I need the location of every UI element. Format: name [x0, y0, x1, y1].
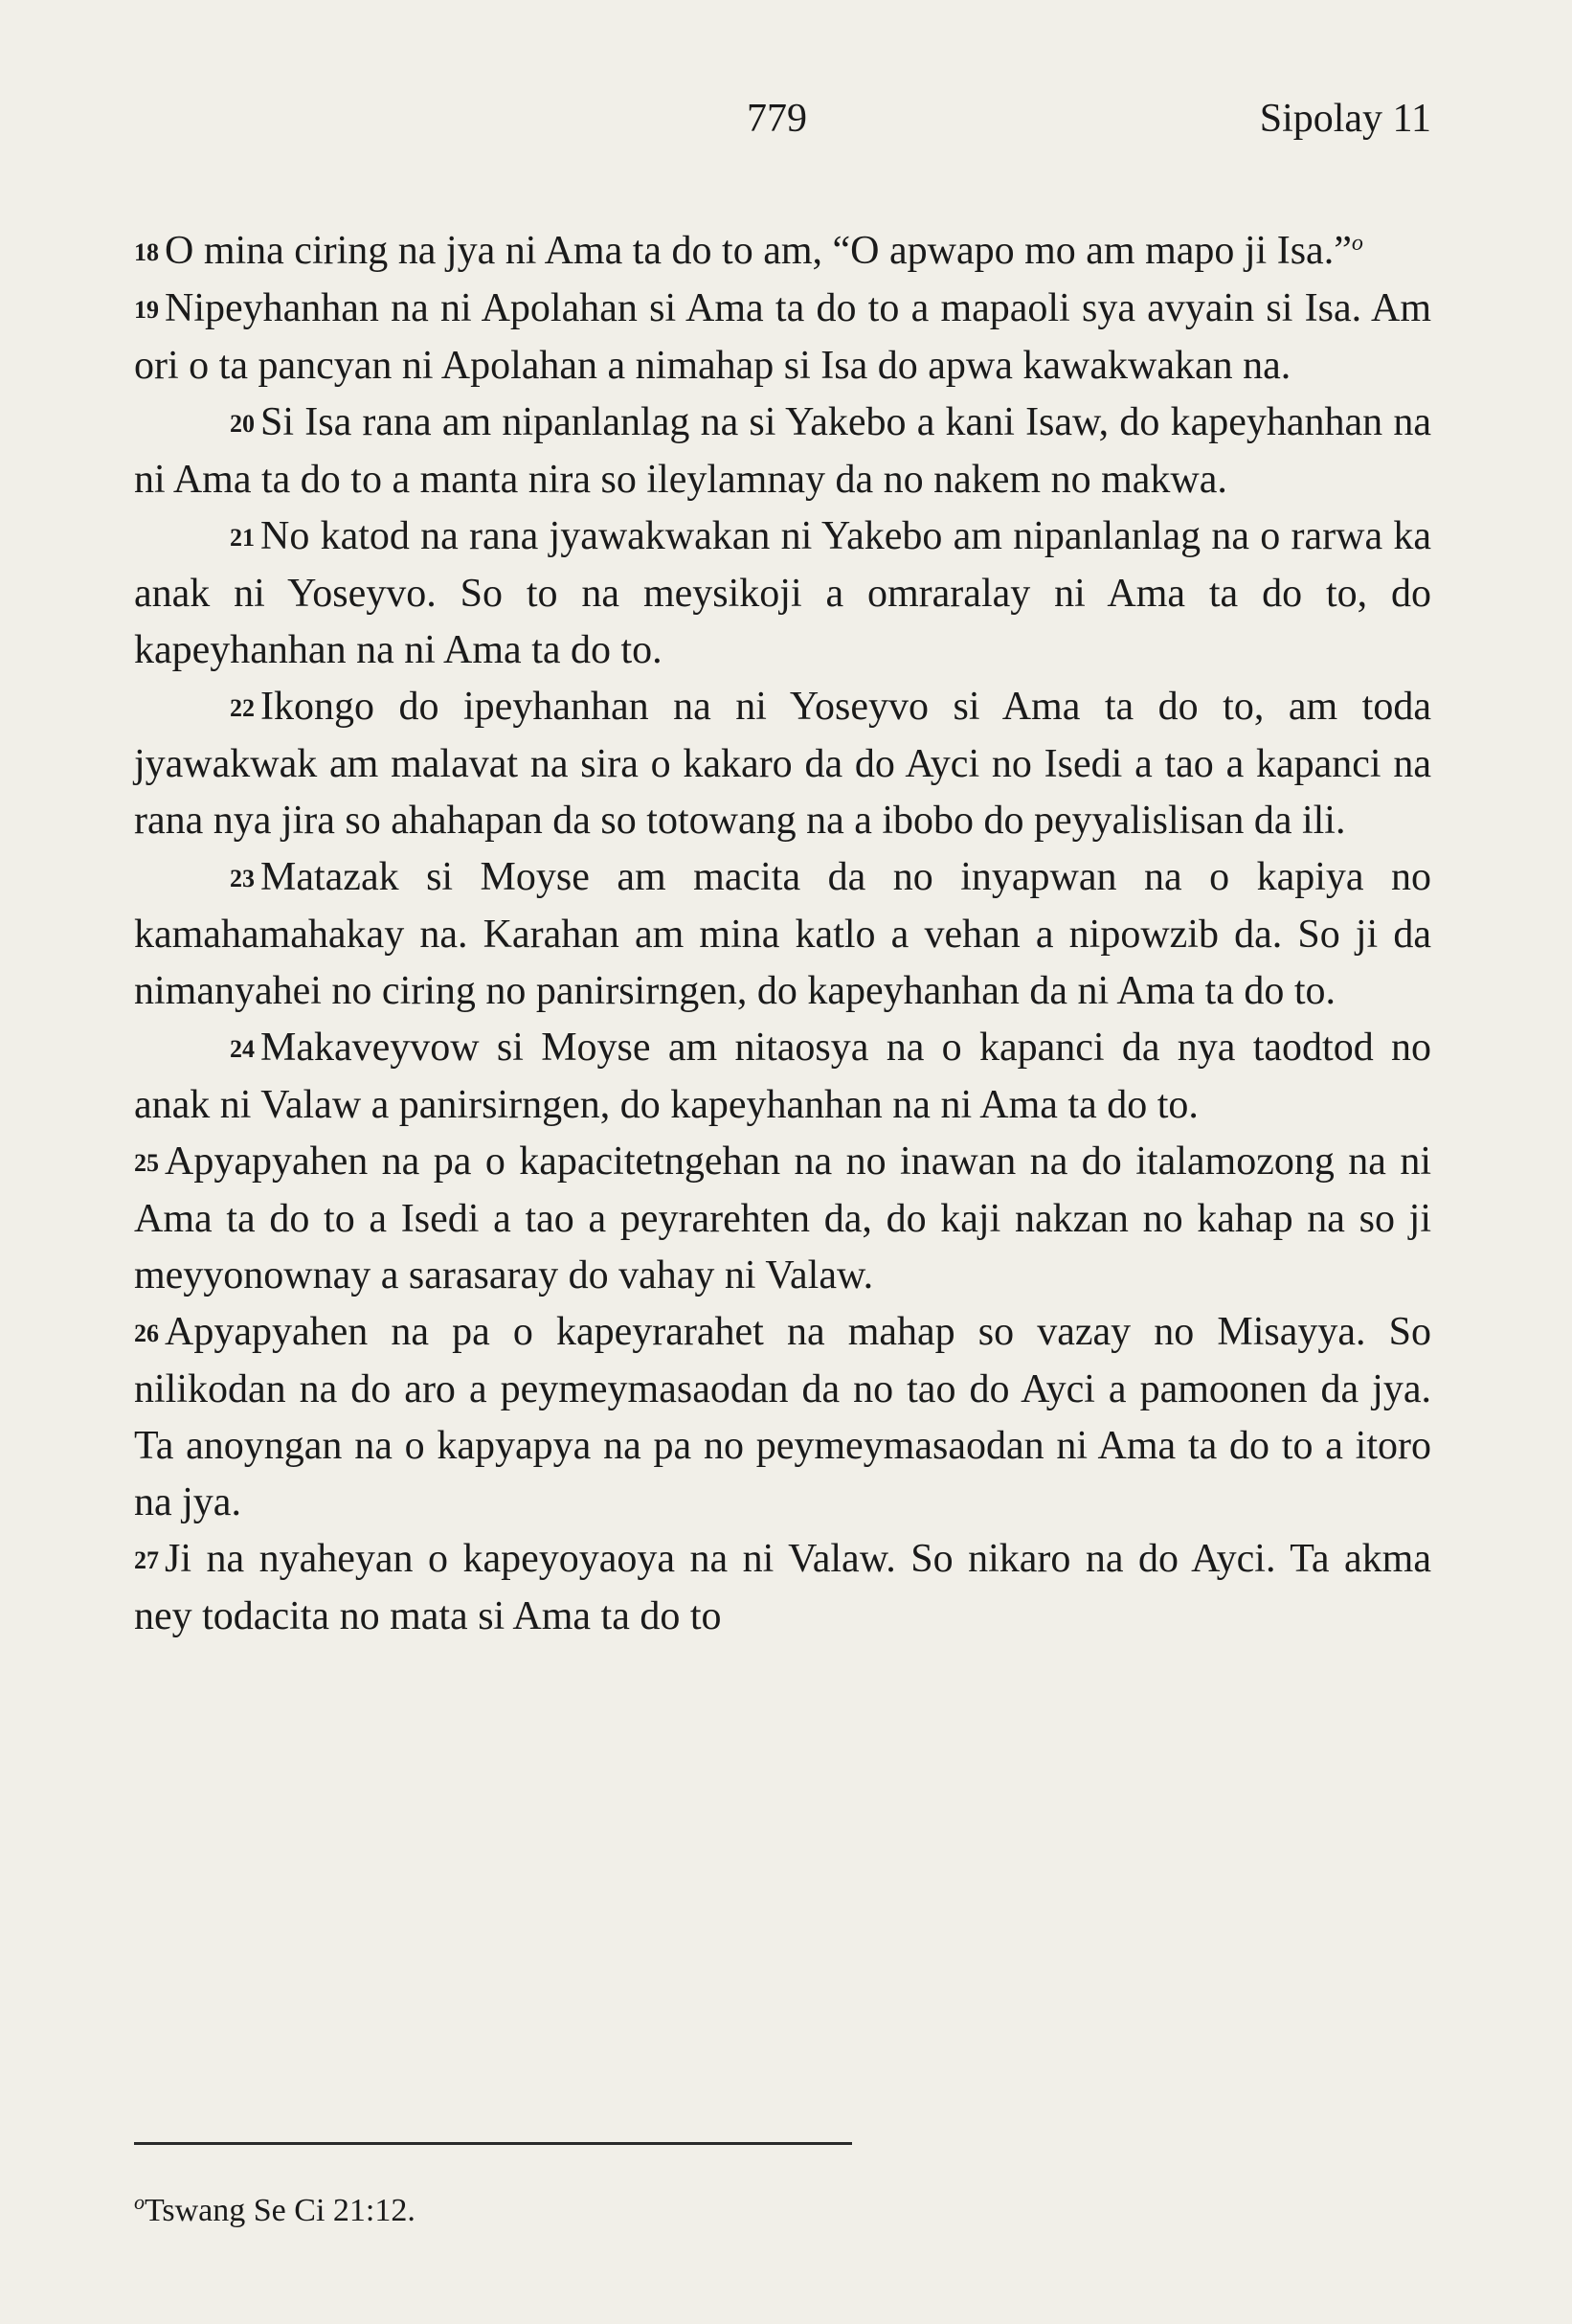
footnote-text: Tswang Se Ci 21:12.	[145, 2193, 415, 2228]
verse-21	[134, 508, 1431, 679]
verse-23	[134, 849, 1431, 1020]
verse-18	[134, 215, 1431, 281]
verse-26	[134, 1304, 1431, 1531]
footnote-letter: o	[134, 2190, 145, 2214]
verse-text: O mina ciring na jya ni Ama ta do to am, “O apwapo mo am mapo ji Isa.”	[165, 229, 1352, 273]
verse-text: Makaveyvow si Moyse am nitaosya na o kapanci da nya taodtod no anak ni Valaw a panirsirngen, do kapeyhanhan na ni Ama ta do to.	[134, 1026, 1431, 1127]
verse-text: Si Isa rana am nipanlanlag na si Yakebo a kani Isaw, do kapeyhanhan na ni Ama ta do to a manta nira so ileylamnay da no nakem no makwa.	[134, 400, 1431, 502]
verse-text: Apyapyahen na pa o kapeyrarahet na mahap so vazay no Misayya. So nilikodan na do aro a peymeymasaodan da no tao do Ayci a pamoonen da jya. Ta anoyngan na o kapyapya na pa no peymeymasaodan ni Ama ta do to a itoro na jya.	[134, 1310, 1431, 1524]
verse-number: 25	[134, 1149, 159, 1177]
verse-number: 24	[230, 1035, 255, 1063]
verse-number: 21	[230, 524, 255, 552]
verse-number: 26	[134, 1320, 159, 1347]
verse-text: Ji na nyaheyan o kapeyoyaoya na ni Valaw. So nikaro na do Ayci. Ta akma ney todacita no mata si Ama ta do to	[134, 1537, 1431, 1638]
verse-22	[134, 679, 1431, 849]
verse-27	[134, 1531, 1431, 1645]
verse-number: 20	[230, 410, 255, 438]
verse-text: Ikongo do ipeyhanhan na ni Yoseyvo si Ama ta do to, am toda jyawakwak am malavat na sira o kakaro da do Ayci no Isedi a tao a kapanci na rana nya jira so ahahapan da so totowang na a ibobo do peyyalislisan da ili.	[134, 685, 1431, 843]
footnote	[134, 2190, 415, 2229]
footnote-divider	[134, 2142, 852, 2145]
running-head: Sipolay 11	[1259, 97, 1431, 141]
verse-19	[134, 281, 1431, 395]
page-number: 779	[747, 97, 807, 141]
verse-text: Apyapyahen na pa o kapacitetngehan na no inawan na do italamozong na ni Ama ta do to a Isedi a tao a peyrarehten da, do kaji nakzan no kahap na so ji meyyonownay a sarasaray do vahay ni Valaw.	[134, 1139, 1431, 1297]
verse-text: Nipeyhanhan na ni Apolahan si Ama ta do to a mapaoli sya avyain si Isa. Am ori o ta pancyan ni Apolahan a nimahap si Isa do apwa kawakwakan na.	[134, 286, 1431, 388]
verse-number: 19	[134, 296, 159, 324]
verse-text: No katod na rana jyawakwakan ni Yakebo am nipanlanlag na o rarwa ka anak ni Yoseyvo. So to na meysikoji a omraralay ni Ama ta do to, do kapeyhanhan na ni Ama ta do to.	[134, 514, 1431, 672]
verse-number: 22	[230, 694, 255, 722]
verse-text: Matazak si Moyse am macita da no inyapwan na o kapiya no kamahamahakay na. Karahan am mina katlo a vehan a nipowzib da. So ji da nimanyahei no ciring no panirsirngen, do kapeyhanhan da ni Ama ta do to.	[134, 855, 1431, 1013]
verse-24	[134, 1020, 1431, 1134]
verse-20	[134, 395, 1431, 508]
scripture-text	[134, 215, 1431, 1645]
page-header	[134, 96, 1431, 153]
footnote-marker: o	[1351, 231, 1363, 256]
verse-number: 27	[134, 1546, 159, 1574]
verse-number: 23	[230, 865, 255, 892]
verse-25	[134, 1134, 1431, 1304]
verse-number: 18	[134, 238, 159, 266]
